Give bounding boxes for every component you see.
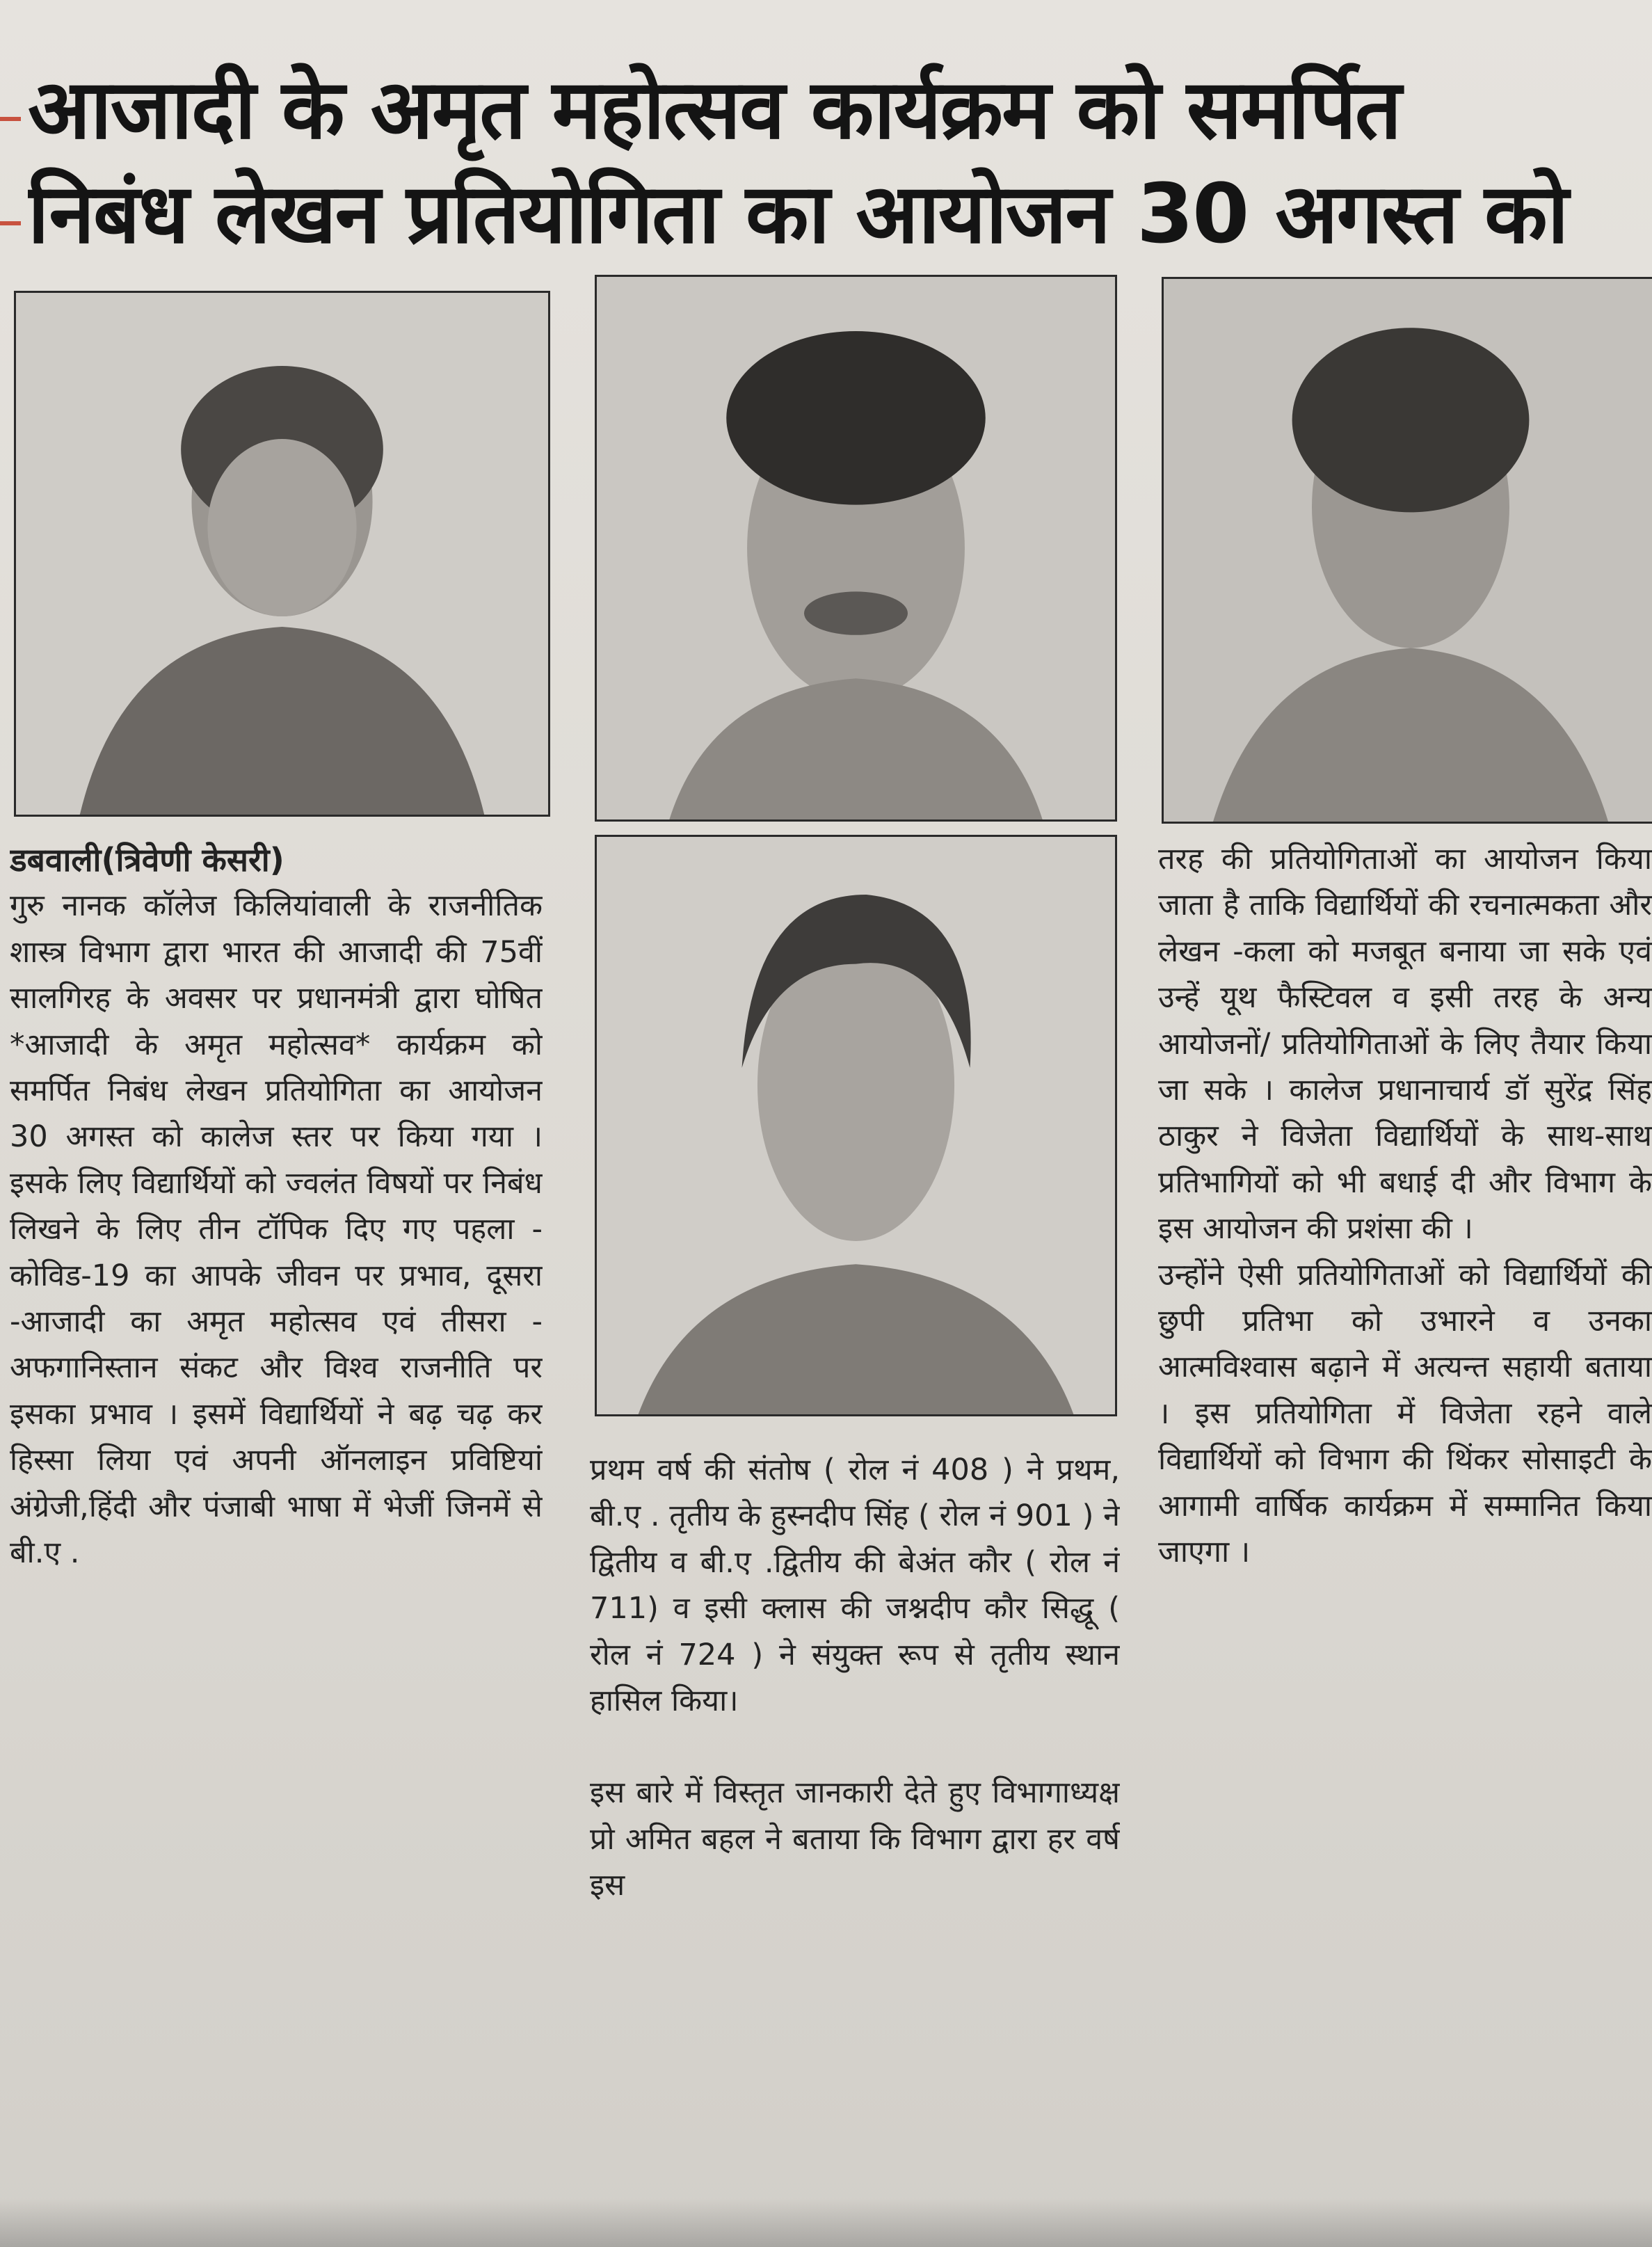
portrait-image [597, 277, 1115, 819]
photo-student-1 [14, 291, 550, 817]
photo-student-3 [1162, 277, 1652, 824]
article-paragraph: गुरु नानक कॉलेज किलियांवाली के राजनीतिक शास्त्र विभाग द्वारा भारत की आजादी की 75वीं सालगिरह के अवसर पर प्रधानमंत्री द्वारा घोषित *आजादी के अमृत महोत्सव* कार्यक्रम को समर्पित निबंध लेखन प्रतियोगिता का आयोजन 30 अगस्त को कालेज स्तर पर किया गया । इसके लिए विद्यार्थियों को ज्वलंत विषयों पर निबंध लिखने के लिए तीन टॉपिक दिए गए पहला - कोविड-19 का आपके जीवन पर प्रभाव, दूसरा -आजादी का अमृत महोत्सव एवं तीसरा - अफगानिस्तान संकट और विश्व राजनीति पर इसका प्रभाव । इसमें विद्यार्थियों ने बढ़ चढ़ कर हिस्सा लिया एवं अपनी ऑनलाइन प्रविष्टियां अंग्रेजी,हिंदी और पंजाबी भाषा में भेजीं जिनमें से बी.ए . [10, 888, 543, 1571]
article-column-3 [1158, 836, 1652, 2228]
portrait-image [597, 837, 1115, 1414]
article-column-2 [590, 1447, 1120, 2226]
article-paragraph: तरह की प्रतियोगिताओं का आयोजन किया जाता है ताकि विद्यार्थियों की रचनात्मकता और लेखन -कला को मजबूत बनाया जा सके एवं उन्हें यूथ फैस्टिवल व इसी तरह के अन्य आयोजनों/ प्रतियोगिताओं के लिए तैयार किया जा सके । कालेज प्रधानाचार्य डॉ सुरेंद्र सिंह ठाकुर ने विजेता विद्यार्थियों के साथ-साथ प्रतिभागियों को भी बधाई दी और विभाग के इस आयोजन की प्रशंसा की । [1158, 842, 1652, 1247]
portrait-image [16, 293, 548, 815]
headline-line-1: आजादी के अमृत महोत्सव कार्यक्रम को समर्पित [28, 61, 1401, 157]
page-bottom-shadow [0, 2198, 1652, 2247]
headline-line-2: निबंध लेखन प्रतियोगिता का आयोजन 30 अगस्त को [28, 166, 1568, 262]
page-edge-mark [0, 221, 21, 225]
portrait-image [1164, 279, 1652, 822]
article-column-1 [10, 837, 543, 2225]
article-paragraph: उन्होंने ऐसी प्रतियोगिताओं को विद्यार्थियों की छुपी प्रतिभा को उभारने व उनका आत्मविश्वास बढ़ाने में अत्यन्त सहायी बताया । इस प्रतियोगिता में विजेता रहने वाले विद्यार्थियों को विभाग की थिंकर सोसाइटी के आगामी वार्षिक कार्यक्रम में सम्मानित किया जाएगा । [1158, 1257, 1652, 1570]
article-paragraph: इस बारे में विस्तृत जानकारी देते हुए विभागाध्यक्ष प्रो अमित बहल ने बताया कि विभाग द्वारा हर वर्ष इस [590, 1775, 1120, 1903]
dateline: डबवाली(त्रिवेणी केसरी) [10, 841, 284, 879]
article-paragraph: प्रथम वर्ष की संतोष ( रोल नं 408 ) ने प्रथम, बी.ए . तृतीय के हुस्नदीप सिंह ( रोल नं 901 ) ने द्वितीय व बी.ए .द्वितीय की बेअंत कौर ( रोल नं 711) व इसी क्लास की जश्नदीप कौर सिद्धू ( रोल नं 724 ) ने संयुक्त रूप से तृतीय स्थान हासिल किया। [590, 1453, 1120, 1719]
page-edge-mark [0, 117, 21, 121]
photo-student-2 [595, 275, 1117, 822]
photo-student-4 [595, 835, 1117, 1416]
